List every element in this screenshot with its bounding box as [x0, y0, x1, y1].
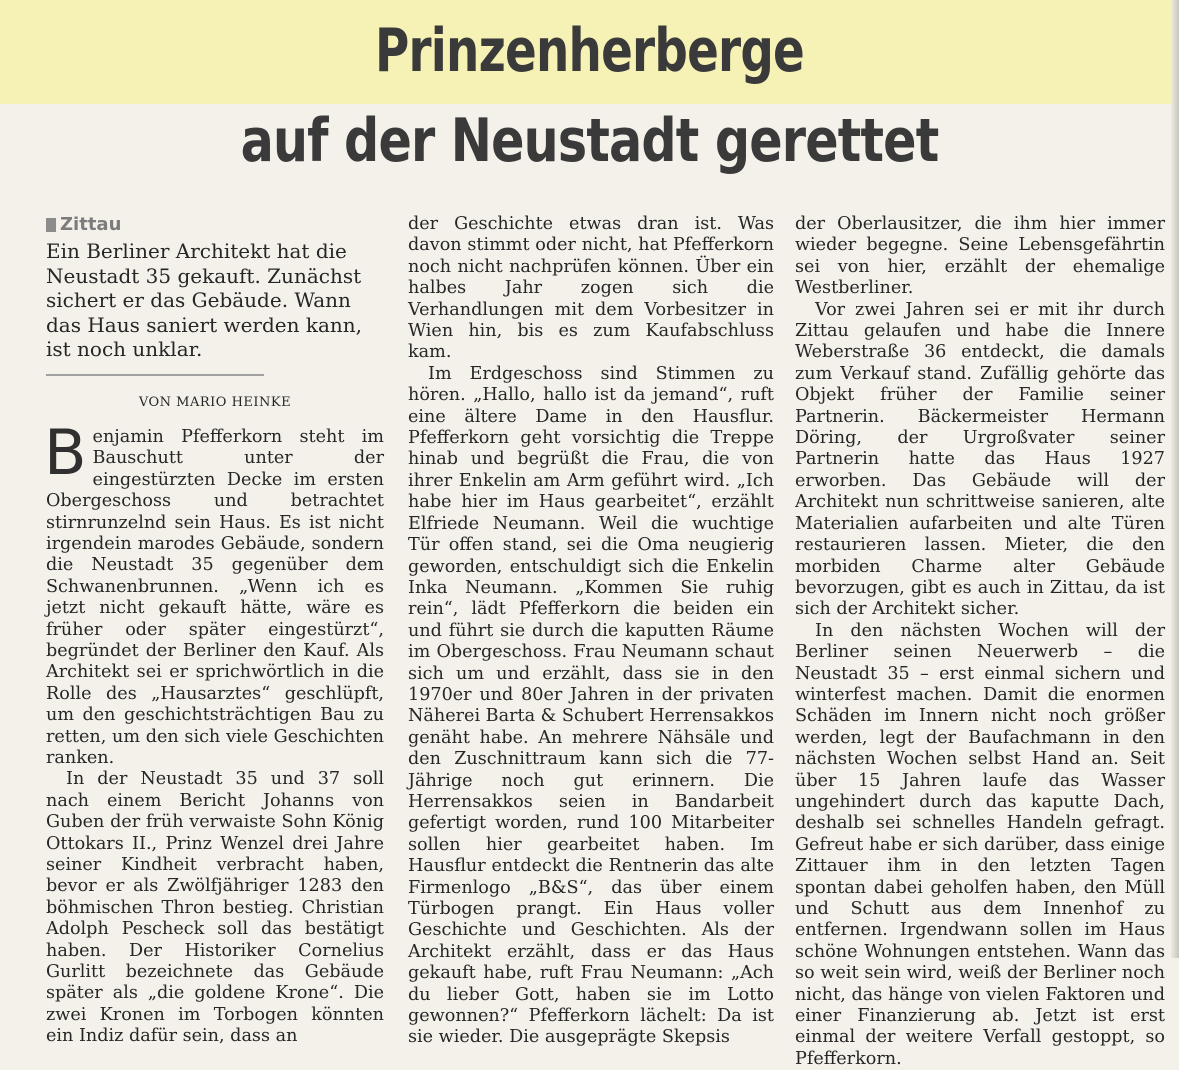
paragraph-4: Vor zwei Jahren sei er mit ihr durch Zittau gelaufen und habe die Innere Weberstraße 36 entdeckt, die damals zum Verkauf stand. Zufällig gehörte das Objekt früher der Familie seiner Partnerin. Bäckermeister Hermann Döring, der Urgroßvater seiner Partnerin hatte das Haus 1927 erworben. Das Gebäude will der Architekt nun schrittweise sanieren, alte Materialien aufarbeiten und alte Türen restaurieren lassen. Mieter, die den morbiden Charme alter Gebäude bevorzugen, gibt es auch in Zittau, da ist sich der Architekt sicher. [795, 299, 1165, 620]
byline: VON MARIO HEINKE [138, 394, 292, 410]
headline-line-1: Prinzenherberge [374, 16, 805, 86]
article-column-1 [46, 214, 384, 1048]
paragraph-3: Im Erdgeschoss sind Stimmen zu hören. „Hallo, hallo ist da jemand“, ruft eine ältere Dame in den Hausflur. Pfefferkorn geht vorsichtig die Treppe hinab und begrüßt die Frau, die von ihrer Enkelin am Arm geführt wird. „Ich habe hier im Haus gearbeitet“, erzählt Elfriede Neumann. Weil die wuchtige Tür offen stand, sei die Oma neugierig geworden, entschuldigt sich die Enkelin Inka Neumann. „Kommen Sie ruhig rein“, lädt Pfefferkorn die beiden ein und führt sie durch die kaputten Räume im Obergeschoss. Frau Neumann schaut sich um und erzählt, dass sie in den 1970er und 80er Jahren in der privaten Näherei Barta & Schubert Herrensakkos genäht habe. An mehrere Nähsäle und den Zuschnittraum kann sich die 77-Jährige noch gut erinnern. Die Herrensakkos seien in Bandarbeit gefertigt worden, rund 100 Mitarbeiter sollen hier gearbeitet haben. Im Hausflur entdeckt die Rentnerin das alte Firmenlogo „B&S“, das über einem Türbogen prangt. Ein Haus voller Geschichte und Geschichten. Als der Architekt erzählt, dass er das Haus gekauft habe, ruft Frau Neumann: „Ach du lieber Gott, haben sie im Lotto gewonnen?“ Pfefferkorn lächelt: Da ist sie wieder. Die ausgeprägte Skepsis [408, 363, 774, 1048]
dateline [46, 214, 384, 236]
dateline-marker-icon [46, 218, 56, 232]
teaser-rule [46, 374, 264, 376]
headline-line-2: auf der Neustadt gerettet [240, 106, 939, 176]
paragraph-1-text: enjamin Pfefferkorn steht im Bauschutt unter der eingestürzten Decke im ersten Obergeschoss und betrachtet stirnrunzelnd sein Haus. Es ist nicht irgendein marodes Gebäude, sondern die Neustadt 35 gegenüber dem Schwanenbrunnen. „Wenn ich es jetzt nicht gekauft hätte, wäre es früher oder später eingestürzt“, begründet der Berliner den Kauf. Als Architekt sei er sprichwörtlich in die Rolle des „Hausarztes“ geschlüpft, um den geschichtsträchtigen Bau zu retten, um den sich viele Geschichten ranken. [46, 426, 384, 768]
paragraph-3-continued: der Oberlausitzer, die ihm hier immer wieder begegne. Seine Lebensgefährtin sei von hier, erzählt der ehemalige Westberliner. [795, 214, 1165, 299]
page-edge-shadow [1171, 0, 1179, 958]
paragraph-1 [44, 415, 384, 770]
paragraph-2-continued: der Geschichte etwas dran ist. Was davon stimmt oder nicht, hat Pfefferkorn noch nicht nachprüfen können. Über ein halbes Jahr zogen sich die Verhandlungen mit dem Vorbesitzer in Wien hin, bis es zum Kaufabschluss kam. [408, 214, 774, 363]
paragraph-2: In der Neustadt 35 und 37 soll nach einem Bericht Johanns von Guben der früh verwaiste Sohn König Ottokars II., Prinz Wenzel drei Jahre seiner Kindheit verbracht haben, bevor er als Zwölfjähriger 1283 den böhmischen Thron bestieg. Christian Adolph Pescheck soll das bestätigt haben. Der Historiker Cornelius Gurlitt bezeichnete das Gebäude später als „die goldene Krone“. Die zwei Kronen im Torbogen könnten ein Indiz dafür sein, dass an [46, 769, 384, 1047]
drop-cap: B [44, 415, 87, 489]
dateline-text: Zittau [60, 214, 122, 235]
article-column-3 [795, 214, 1165, 1070]
article-column-2 [408, 214, 774, 1049]
teaser: Ein Berliner Architekt hat die Neustadt 35 gekauft. Zunächst sichert er das Gebäude. Wann das Haus saniert werden kann, ist noch unklar. [46, 239, 363, 361]
paragraph-5: In den nächsten Wochen will der Berliner seinen Neuerwerb – die Neustadt 35 – erst einmal sichern und winterfest machen. Damit die enormen Schäden im Innern nicht noch größer werden, legt der Baufachmann in den nächsten Wochen selbst Hand an. Seit über 15 Jahren laufe das Wasser ungehindert durch das kaputte Dach, deshalb sei schnelles Handeln gefragt. Gefreut habe er sich darüber, dass einige Zittauer ihm in den letzten Tagen spontan dabei geholfen haben, den Müll und Schutt aus dem Innenhof zu entfernen. Irgendwann sollen im Haus schöne Wohnungen entstehen. Wann das so weit sein wird, weiß der Berliner noch nicht, das hänge von vielen Faktoren und einer Finanzierung ab. Jetzt ist erst einmal der weitere Verfall gestoppt, so Pfefferkorn. [795, 620, 1165, 1069]
